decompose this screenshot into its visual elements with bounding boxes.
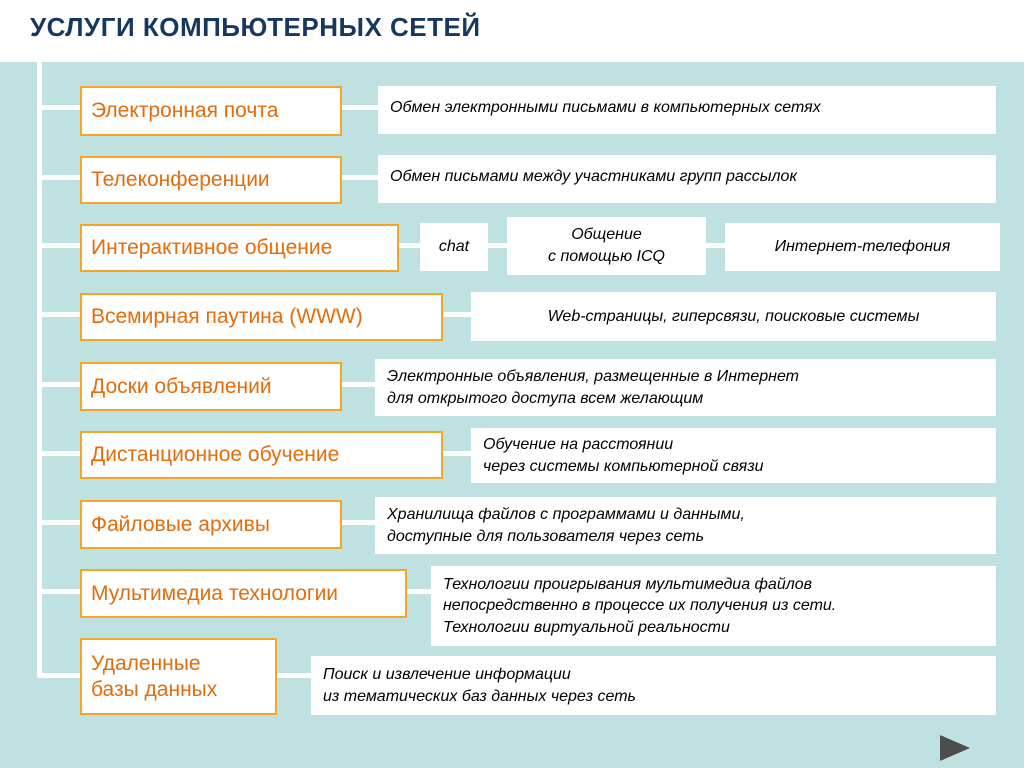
branch-connector [37,312,82,317]
category-interactive-communication: Интерактивное общение [80,224,399,272]
play-arrow-icon[interactable] [940,735,970,761]
category-multimedia: Мультимедиа технологии [80,569,407,618]
category-to-description-connector [443,451,473,456]
description-icq: Общение с помощью ICQ [507,217,706,275]
category-to-description-connector [342,382,376,387]
category-to-description-connector [443,312,473,317]
branch-connector [37,589,82,594]
category-teleconferences: Телеконференции [80,156,342,204]
description-email: Обмен электронными письмами в компьютерных сетях [378,86,996,134]
description-file-archives: Хранилища файлов с программами и данными, доступные для пользователя через сеть [375,497,996,554]
title-bar [0,0,1024,62]
category-bulletin-boards: Доски объявлений [80,362,342,411]
branch-connector [37,451,82,456]
tree-trunk [37,62,42,678]
category-to-description-connector [277,673,313,678]
branch-connector [37,175,82,180]
category-distance-learning: Дистанционное обучение [80,431,443,479]
category-to-description-connector [342,105,380,110]
description-multimedia: Технологии проигрывания мультимедиа файлов непосредственно в процессе их получения из сети. Технологии виртуальной реальности [431,566,996,646]
page-title: УСЛУГИ КОМПЬЮТЕРНЫХ СЕТЕЙ [30,12,481,42]
branch-connector [37,382,82,387]
branch-connector [37,520,82,525]
branch-connector [37,673,82,678]
description-www: Web-страницы, гиперсвязи, поисковые системы [471,292,996,341]
description-internet-telephony: Интернет-телефония [725,223,1000,271]
branch-connector [37,105,82,110]
category-www: Всемирная паутина (WWW) [80,293,443,341]
description-distance-learning: Обучение на расстоянии через системы компьютерной связи [471,428,996,483]
category-to-description-connector [342,520,376,525]
category-remote-databases: Удаленные базы данных [80,638,277,715]
category-file-archives: Файловые архивы [80,500,342,549]
branch-connector [37,243,82,248]
category-to-description-connector [407,589,433,594]
detail-to-detail-connector [706,243,726,248]
description-chat: chat [420,223,488,271]
detail-to-detail-connector [488,243,508,248]
description-bulletin-boards: Электронные объявления, размещенные в Интернет для открытого доступа всем желающим [375,359,996,416]
description-teleconferences: Обмен письмами между участниками групп рассылок [378,155,996,203]
description-remote-databases: Поиск и извлечение информации из тематических баз данных через сеть [311,656,996,715]
category-to-description-connector [342,175,380,180]
category-email: Электронная почта [80,86,342,136]
category-to-description-connector [399,243,421,248]
